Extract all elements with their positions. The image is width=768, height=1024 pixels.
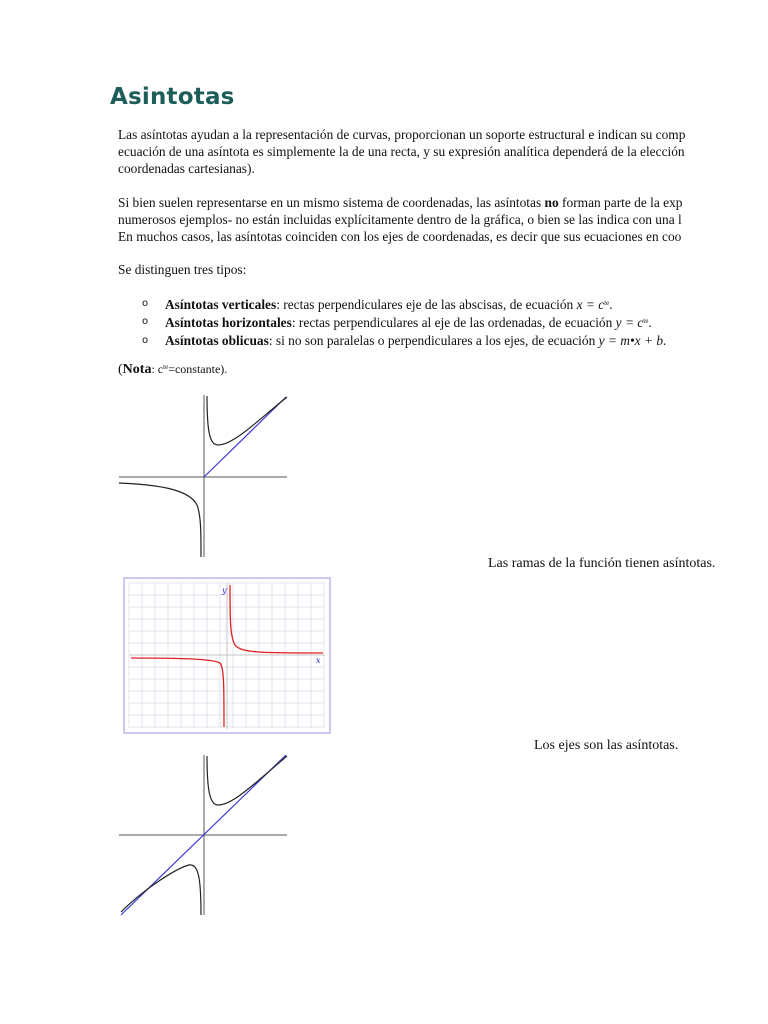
lower-branch-curve xyxy=(119,483,201,557)
list-end: . xyxy=(663,332,667,348)
list-equation-sup: te xyxy=(604,299,610,307)
list-bullet: o xyxy=(142,334,149,346)
list-term: Asíntotas horizontales xyxy=(165,315,292,331)
list-end: . xyxy=(648,315,652,331)
list-text: : rectas perpendiculares eje de las abscisas, de ecuación xyxy=(276,297,577,312)
list-equation: y = m•x + b xyxy=(598,332,664,348)
list-item-vertical xyxy=(118,295,768,313)
y-axis-label: y xyxy=(222,586,227,595)
coordinates-line-1 xyxy=(118,194,768,211)
intro-paragraph xyxy=(118,126,768,178)
asymptote-types-list xyxy=(118,295,768,349)
note-colon: : c xyxy=(151,362,164,376)
oblique-asymptote-line xyxy=(204,397,286,477)
upper-branch-curve xyxy=(207,756,287,805)
oblique-through-origin-figure xyxy=(115,753,291,917)
coordinates-paragraph xyxy=(118,194,768,246)
coordinates-line-3: En muchos casos, las asíntotas coinciden con los ejes de coordenadas, es decir que sus ecuaciones en coo xyxy=(118,229,682,245)
list-text: : rectas perpendiculares al eje de las ordenadas, de ecuación xyxy=(291,315,616,331)
figure2-caption: Los ejes son las asíntotas. xyxy=(534,738,679,753)
intro-line-3: coordenadas cartesianas). xyxy=(118,161,255,177)
note xyxy=(118,362,227,378)
list-item-oblique xyxy=(118,332,768,349)
coordinates-line-1-post: forman parte de la exp xyxy=(558,195,683,210)
list-end: . xyxy=(609,297,613,312)
list-term: Asíntotas oblicuas xyxy=(165,332,269,348)
axes-asymptote-figure xyxy=(123,577,332,735)
page-title: Asintotas xyxy=(110,84,235,110)
list-equation-sup: te xyxy=(643,317,649,326)
note-open: ( xyxy=(118,362,123,377)
upper-branch-curve xyxy=(207,396,287,445)
lower-branch-curve xyxy=(121,865,201,915)
note-sup: te xyxy=(163,363,169,371)
note-rest: =constante). xyxy=(168,362,228,376)
coordinates-line-2: numerosos ejemplos- no están incluidas explícitamente dentro de la gráfica, o bien se las indica con una l xyxy=(118,212,682,228)
list-bullet: o xyxy=(142,298,149,309)
oblique-asymptote-figure xyxy=(115,393,291,559)
note-bold: Nota xyxy=(122,362,152,377)
intro-line-1: Las asíntotas ayudan a la representación de curvas, proporcionan un soporte estructural e indican su comp xyxy=(118,127,686,142)
coordinates-line-1-pre: Si bien suelen representarse en un mismo sistema de coordenadas, las asíntotas xyxy=(118,195,545,210)
coordinates-line-1-bold: no xyxy=(544,195,559,210)
x-axis-label: x xyxy=(316,656,321,665)
list-bullet: o xyxy=(142,316,149,328)
intro-line-2: ecuación de una asíntota es simplemente la de una recta, y su expresión analítica dependerá de la elección xyxy=(118,144,685,160)
list-equation: x = c xyxy=(576,297,605,312)
list-text: : si no son paralelas o perpendiculares a los ejes, de ecuación xyxy=(268,332,599,348)
list-term: Asíntotas verticales xyxy=(165,297,277,312)
types-intro: Se distinguen tres tipos: xyxy=(118,262,247,277)
list-item-horizontal xyxy=(118,313,768,331)
list-equation: y = c xyxy=(615,315,644,331)
figure1-caption: Las ramas de la función tienen asíntotas. xyxy=(488,556,716,571)
